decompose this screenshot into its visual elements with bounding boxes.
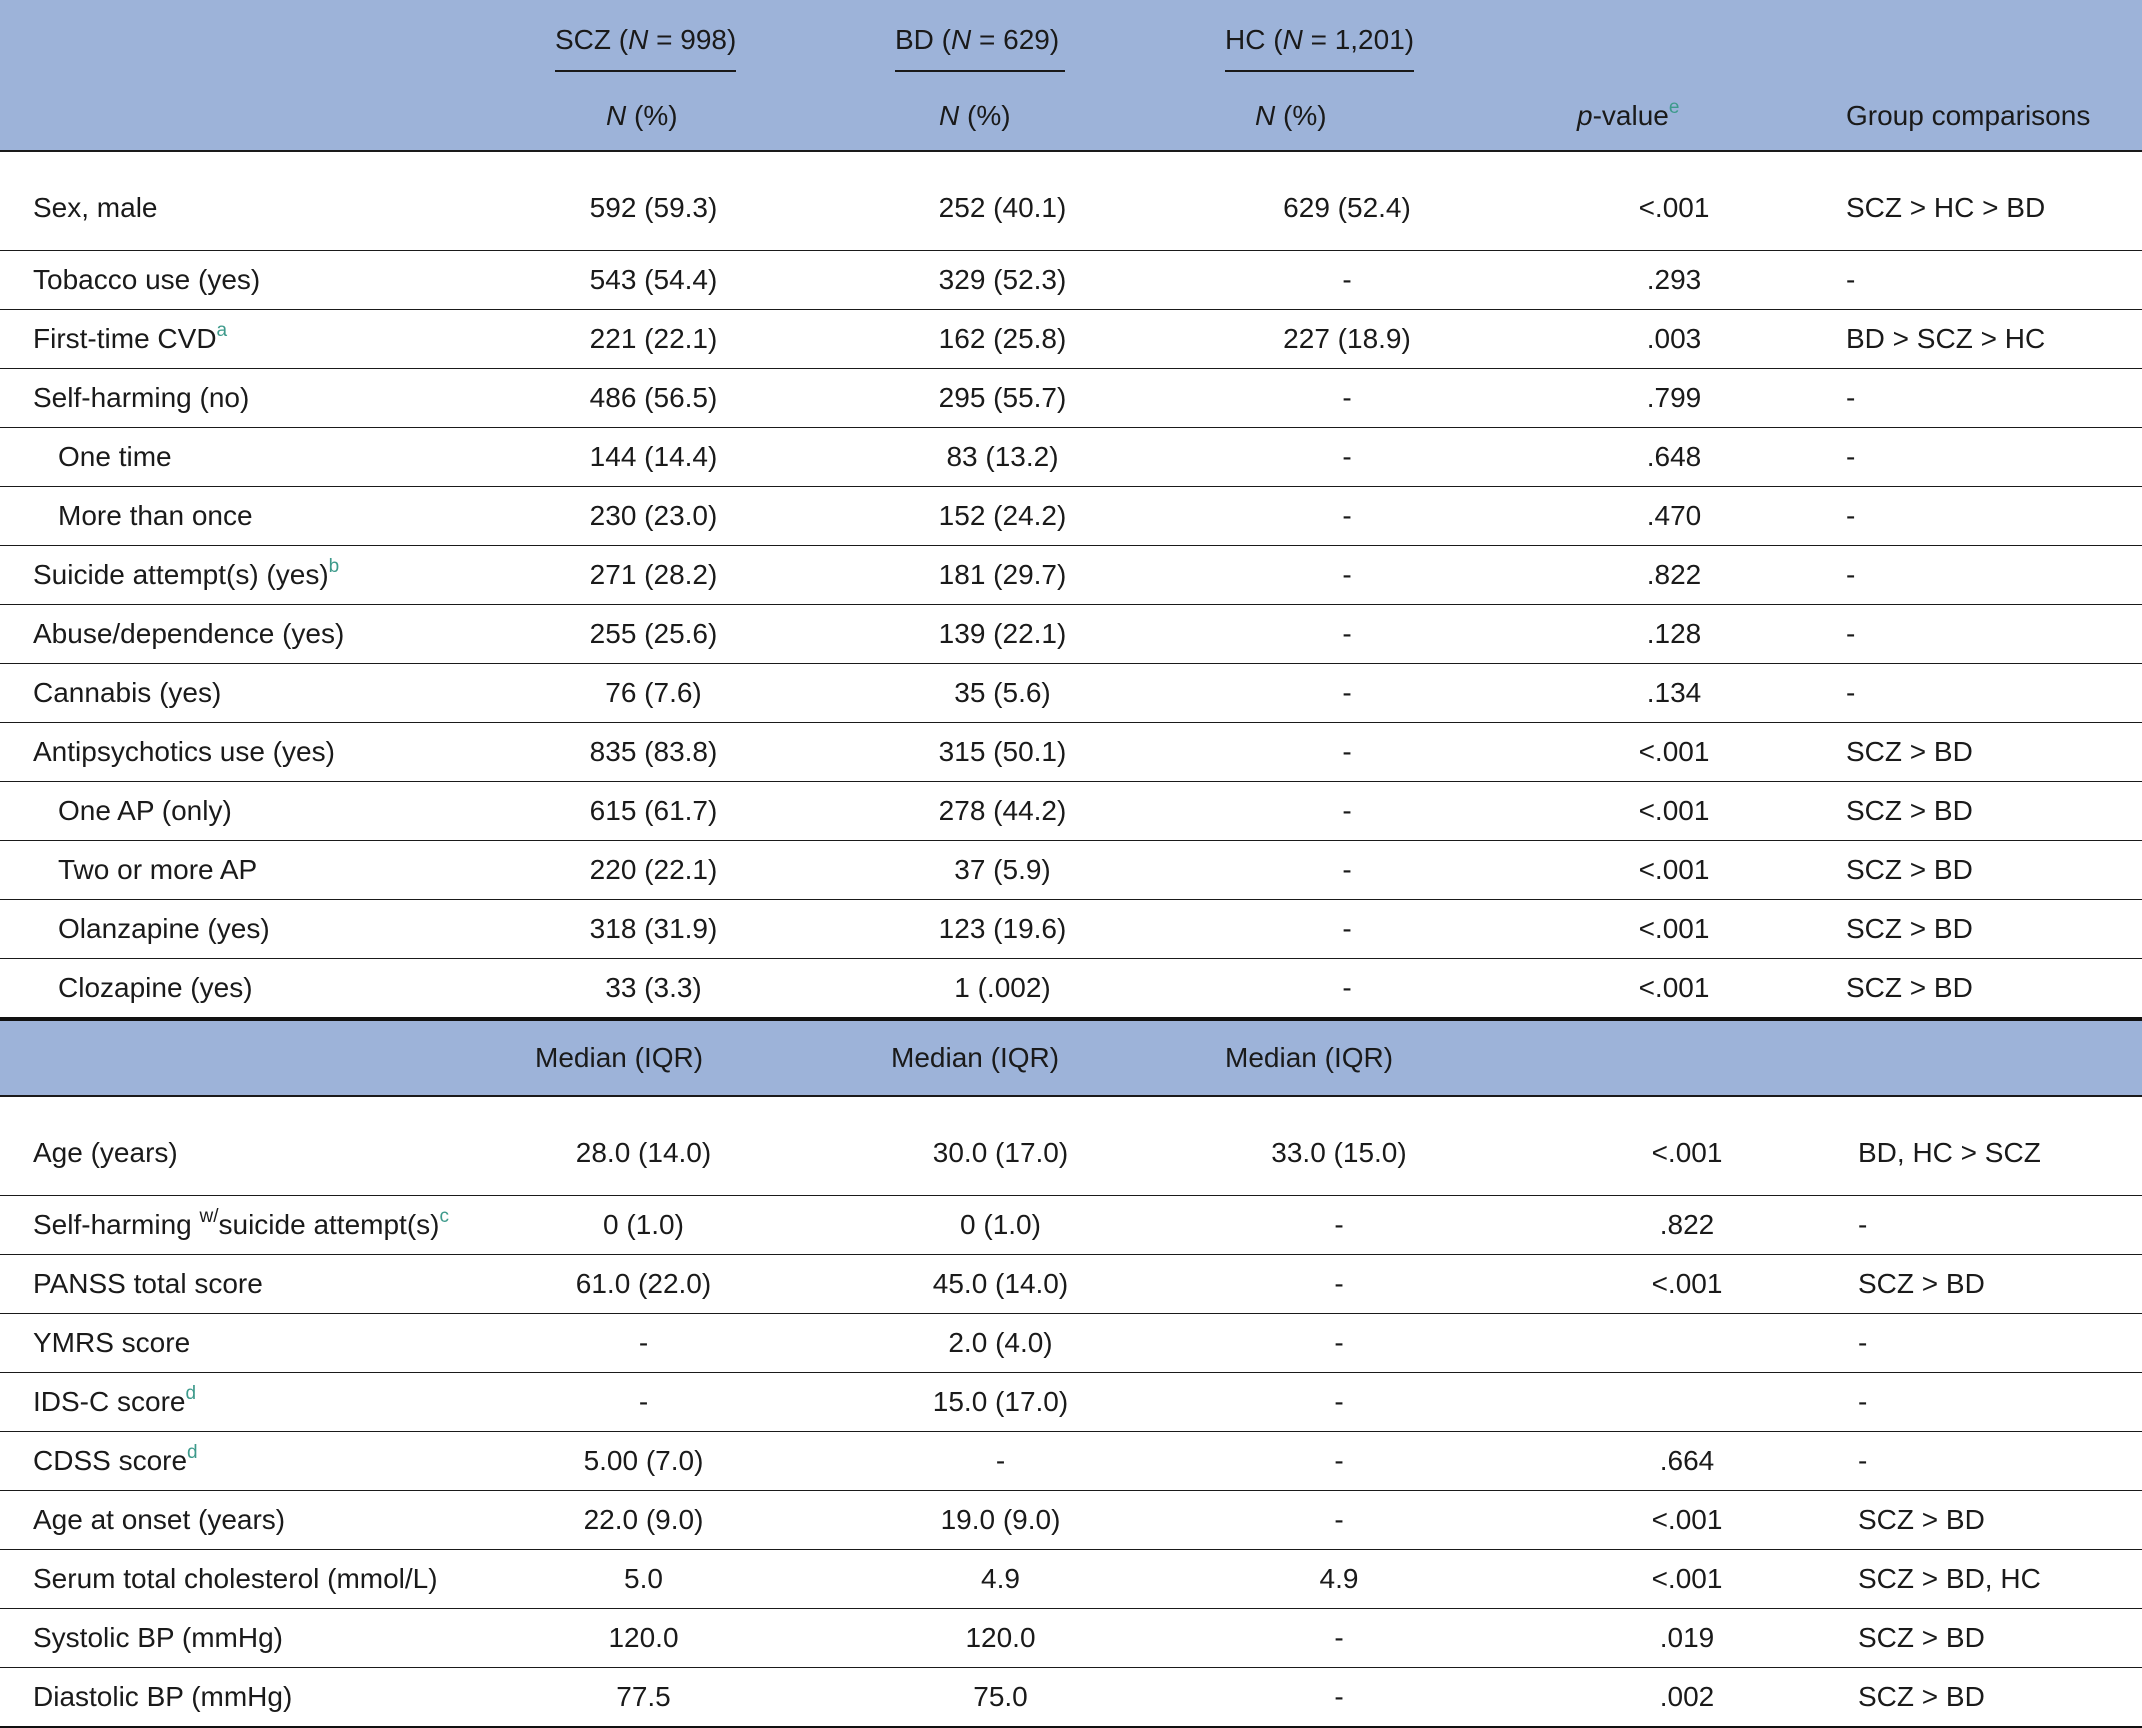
table-row (0, 664, 2142, 723)
cell-bd: 15.0 (17.0) (847, 1373, 1186, 1432)
row-label-text: Self-harming (no) (33, 382, 250, 413)
cell-group-comparison: SCZ > BD, HC (1846, 1550, 2142, 1609)
cell-scz: 543 (54.4) (510, 251, 847, 310)
row-label-text: Clozapine (yes) (58, 972, 253, 1003)
cell-pvalue: .134 (1542, 664, 1846, 723)
table-row (0, 1491, 2142, 1550)
median-header-row (0, 1019, 2142, 1096)
row-label (0, 1196, 510, 1255)
cell-pvalue: .799 (1542, 369, 1846, 428)
cell-pvalue: .293 (1542, 251, 1846, 310)
header-empty-cell (0, 0, 510, 82)
cell-pvalue: <.001 (1542, 959, 1846, 1020)
cell-group-comparison: - (1846, 251, 2142, 310)
row-label-text: Olanzapine (yes) (58, 913, 270, 944)
cell-hc: - (1186, 546, 1542, 605)
cell-hc: - (1186, 1196, 1542, 1255)
section-medians (0, 1096, 2142, 1727)
cell-scz: 61.0 (22.0) (510, 1255, 847, 1314)
table-row (0, 841, 2142, 900)
row-label-text: Self-harming (33, 1209, 200, 1240)
row-label (0, 841, 510, 900)
table-row (0, 487, 2142, 546)
row-label (0, 782, 510, 841)
table-row (0, 1432, 2142, 1491)
cell-pvalue: .648 (1542, 428, 1846, 487)
cell-hc: - (1186, 664, 1542, 723)
cell-pvalue (1542, 1373, 1846, 1432)
row-label-text: IDS-C score (33, 1386, 186, 1417)
table-row (0, 959, 2142, 1020)
table-row (0, 428, 2142, 487)
cell-hc: - (1186, 782, 1542, 841)
cell-scz: 76 (7.6) (510, 664, 847, 723)
footnote-marker: a (216, 320, 228, 341)
cell-group-comparison: - (1846, 1373, 2142, 1432)
cell-group-comparison: BD > SCZ > HC (1846, 310, 2142, 369)
cell-bd: - (847, 1432, 1186, 1491)
cell-pvalue: .003 (1542, 310, 1846, 369)
cell-scz: 318 (31.9) (510, 900, 847, 959)
table-row (0, 1668, 2142, 1728)
cell-scz: 271 (28.2) (510, 546, 847, 605)
cell-hc: - (1186, 605, 1542, 664)
cell-group-comparison: - (1846, 487, 2142, 546)
row-label-text: Suicide attempt(s) (yes) (33, 559, 329, 590)
cell-scz: 220 (22.1) (510, 841, 847, 900)
cell-hc: - (1186, 487, 1542, 546)
row-label-tail: suicide attempt(s) (218, 1209, 440, 1240)
cell-pvalue: <.001 (1542, 151, 1846, 251)
cell-bd: 0 (1.0) (847, 1196, 1186, 1255)
cell-pvalue: .664 (1542, 1432, 1846, 1491)
cell-bd: 30.0 (17.0) (847, 1096, 1186, 1196)
cell-bd: 152 (24.2) (847, 487, 1186, 546)
table-row (0, 1096, 2142, 1196)
cell-pvalue: <.001 (1542, 900, 1846, 959)
cell-hc: - (1186, 1609, 1542, 1668)
cell-scz: 592 (59.3) (510, 151, 847, 251)
row-label-text: Systolic BP (mmHg) (33, 1622, 283, 1653)
cell-hc: 629 (52.4) (1186, 151, 1542, 251)
cell-bd: 252 (40.1) (847, 151, 1186, 251)
header-group-comparisons: Group comparisons (1846, 82, 2142, 151)
cell-group-comparison: SCZ > BD (1846, 841, 2142, 900)
row-label (0, 428, 510, 487)
row-label-text: Abuse/dependence (yes) (33, 618, 345, 649)
row-label (0, 664, 510, 723)
cell-bd: 19.0 (9.0) (847, 1491, 1186, 1550)
cell-scz: 28.0 (14.0) (510, 1096, 847, 1196)
cell-hc: - (1186, 1432, 1542, 1491)
row-label-text: Two or more AP (58, 854, 258, 885)
footnote-marker: c (439, 1206, 449, 1227)
table-row (0, 1196, 2142, 1255)
cell-group-comparison: SCZ > HC > BD (1846, 151, 2142, 251)
row-label-text: Tobacco use (yes) (33, 264, 261, 295)
median-header-hc: Median (IQR) (1186, 1019, 1542, 1096)
cell-hc: - (1186, 1668, 1542, 1728)
cell-hc: - (1186, 1373, 1542, 1432)
cell-bd: 162 (25.8) (847, 310, 1186, 369)
row-label (0, 605, 510, 664)
cell-scz: 77.5 (510, 1668, 847, 1728)
row-label (0, 900, 510, 959)
cell-pvalue: <.001 (1542, 782, 1846, 841)
table-row (0, 310, 2142, 369)
row-label-text: Age at onset (years) (33, 1504, 286, 1535)
cell-scz: 230 (23.0) (510, 487, 847, 546)
cell-bd: 1 (.002) (847, 959, 1186, 1020)
table-row (0, 251, 2142, 310)
cell-hc: - (1186, 428, 1542, 487)
table-row (0, 605, 2142, 664)
footnote-marker: b (328, 556, 340, 577)
row-label-text: First-time CVD (33, 323, 217, 354)
row-label-text: YMRS score (33, 1327, 191, 1358)
cell-group-comparison: SCZ > BD (1846, 782, 2142, 841)
header-sub-bd: N (%) (847, 82, 1186, 151)
cell-group-comparison: SCZ > BD (1846, 723, 2142, 782)
cell-bd: 45.0 (14.0) (847, 1255, 1186, 1314)
cell-group-comparison: - (1846, 546, 2142, 605)
cell-scz: 33 (3.3) (510, 959, 847, 1020)
cell-bd: 75.0 (847, 1668, 1186, 1728)
cell-group-comparison: - (1846, 1314, 2142, 1373)
cell-bd: 295 (55.7) (847, 369, 1186, 428)
row-label (0, 1668, 510, 1728)
row-label-text: Cannabis (yes) (33, 677, 222, 708)
header-pvalue: p-value$^e$ (1542, 82, 1846, 151)
cell-group-comparison: SCZ > BD (1846, 959, 2142, 1020)
cell-hc: - (1186, 369, 1542, 428)
cell-bd: 83 (13.2) (847, 428, 1186, 487)
row-label-text: CDSS score (33, 1445, 188, 1476)
cell-hc: 227 (18.9) (1186, 310, 1542, 369)
cell-pvalue: <.001 (1542, 841, 1846, 900)
row-label-text: Diastolic BP (mmHg) (33, 1681, 293, 1712)
header-row-groups (0, 0, 2142, 82)
cell-hc: - (1186, 251, 1542, 310)
cell-hc: 33.0 (15.0) (1186, 1096, 1542, 1196)
cell-hc: - (1186, 841, 1542, 900)
cell-group-comparison: - (1846, 1196, 2142, 1255)
cell-group-comparison: - (1846, 664, 2142, 723)
cell-group-comparison: - (1846, 428, 2142, 487)
cell-group-comparison: SCZ > BD (1846, 900, 2142, 959)
header-sub-hc: N (%) (1186, 82, 1542, 151)
row-label-text: PANSS total score (33, 1268, 263, 1299)
row-label-text: Antipsychotics use (yes) (33, 736, 335, 767)
cell-scz: 221 (22.1) (510, 310, 847, 369)
cell-scz: 0 (1.0) (510, 1196, 847, 1255)
cell-pvalue: .128 (1542, 605, 1846, 664)
cell-bd: 2.0 (4.0) (847, 1314, 1186, 1373)
cell-pvalue: <.001 (1542, 723, 1846, 782)
cell-hc: - (1186, 723, 1542, 782)
cell-scz: 144 (14.4) (510, 428, 847, 487)
cell-hc: - (1186, 900, 1542, 959)
table-row (0, 1373, 2142, 1432)
cell-bd: 181 (29.7) (847, 546, 1186, 605)
row-label (0, 151, 510, 251)
cell-bd: 329 (52.3) (847, 251, 1186, 310)
cell-scz: 5.0 (510, 1550, 847, 1609)
table-row (0, 723, 2142, 782)
cell-group-comparison: - (1846, 605, 2142, 664)
row-label (0, 310, 510, 369)
header-empty-cell (1542, 1019, 1846, 1096)
header-empty-cell (1846, 0, 2142, 82)
row-label (0, 1550, 510, 1609)
cell-pvalue: <.001 (1542, 1096, 1846, 1196)
row-label (0, 369, 510, 428)
cell-scz: - (510, 1314, 847, 1373)
row-label-text: Serum total cholesterol (mmol/L) (33, 1563, 438, 1594)
cell-group-comparison: SCZ > BD (1846, 1668, 2142, 1728)
cell-pvalue: <.001 (1542, 1491, 1846, 1550)
header-sub-scz: N (%) (510, 82, 847, 151)
row-label (0, 1255, 510, 1314)
row-label-text: One AP (only) (58, 795, 232, 826)
cell-scz: 615 (61.7) (510, 782, 847, 841)
table-row (0, 782, 2142, 841)
header-group-hc: HC (N = 1,201) (1186, 0, 1542, 82)
cell-scz: 486 (56.5) (510, 369, 847, 428)
table-row (0, 546, 2142, 605)
header-group-scz: SCZ (N = 998) (510, 0, 847, 82)
cell-scz: 120.0 (510, 1609, 847, 1668)
label-superscript: w/ (199, 1206, 219, 1227)
table-row (0, 151, 2142, 251)
median-header-bd: Median (IQR) (847, 1019, 1186, 1096)
cell-hc: - (1186, 959, 1542, 1020)
row-label (0, 723, 510, 782)
cell-hc: 4.9 (1186, 1550, 1542, 1609)
header-empty-cell (0, 1019, 510, 1096)
row-label (0, 1432, 510, 1491)
cell-group-comparison: SCZ > BD (1846, 1255, 2142, 1314)
row-label (0, 959, 510, 1020)
cell-pvalue: .470 (1542, 487, 1846, 546)
cell-bd: 315 (50.1) (847, 723, 1186, 782)
cell-bd: 123 (19.6) (847, 900, 1186, 959)
cell-pvalue: <.001 (1542, 1255, 1846, 1314)
cell-pvalue: .019 (1542, 1609, 1846, 1668)
footnote-marker: d (187, 1442, 198, 1463)
row-label (0, 546, 510, 605)
cell-scz: 22.0 (9.0) (510, 1491, 847, 1550)
row-label-text: One time (58, 441, 172, 472)
cell-group-comparison: - (1846, 369, 2142, 428)
cell-group-comparison: - (1846, 1432, 2142, 1491)
cell-bd: 120.0 (847, 1609, 1186, 1668)
row-label (0, 1491, 510, 1550)
header-row-subheaders (0, 82, 2142, 151)
cell-hc: - (1186, 1314, 1542, 1373)
cell-hc: - (1186, 1491, 1542, 1550)
table-row (0, 1255, 2142, 1314)
cell-group-comparison: BD, HC > SCZ (1846, 1096, 2142, 1196)
cell-bd: 37 (5.9) (847, 841, 1186, 900)
cell-group-comparison: SCZ > BD (1846, 1609, 2142, 1668)
cell-pvalue (1542, 1314, 1846, 1373)
median-header-scz: Median (IQR) (510, 1019, 847, 1096)
cell-scz: 835 (83.8) (510, 723, 847, 782)
cell-bd: 278 (44.2) (847, 782, 1186, 841)
cell-bd: 35 (5.6) (847, 664, 1186, 723)
row-label-text: Sex, male (33, 192, 158, 223)
header-group-bd: BD (N = 629) (847, 0, 1186, 82)
row-label (0, 1609, 510, 1668)
table-row (0, 1314, 2142, 1373)
header-empty-cell (0, 82, 510, 151)
cell-pvalue: .002 (1542, 1668, 1846, 1728)
row-label (0, 1096, 510, 1196)
cell-pvalue: .822 (1542, 1196, 1846, 1255)
cell-group-comparison: SCZ > BD (1846, 1491, 2142, 1550)
row-label (0, 1373, 510, 1432)
cell-scz: 5.00 (7.0) (510, 1432, 847, 1491)
cell-bd: 139 (22.1) (847, 605, 1186, 664)
table-row (0, 1550, 2142, 1609)
footnote-marker: d (185, 1383, 197, 1404)
section-median-header (0, 1019, 2142, 1096)
cell-scz: - (510, 1373, 847, 1432)
header-empty-cell (1846, 1019, 2142, 1096)
cell-scz: 255 (25.6) (510, 605, 847, 664)
table-row (0, 900, 2142, 959)
header-empty-cell (1542, 0, 1846, 82)
section-counts (0, 151, 2142, 1019)
table-row (0, 1609, 2142, 1668)
cell-pvalue: <.001 (1542, 1550, 1846, 1609)
cell-hc: - (1186, 1255, 1542, 1314)
row-label-text: Age (years) (33, 1137, 178, 1168)
row-label-text: More than once (58, 500, 253, 531)
row-label (0, 251, 510, 310)
row-label (0, 487, 510, 546)
cell-pvalue: .822 (1542, 546, 1846, 605)
cell-bd: 4.9 (847, 1550, 1186, 1609)
table-row (0, 369, 2142, 428)
row-label (0, 1314, 510, 1373)
